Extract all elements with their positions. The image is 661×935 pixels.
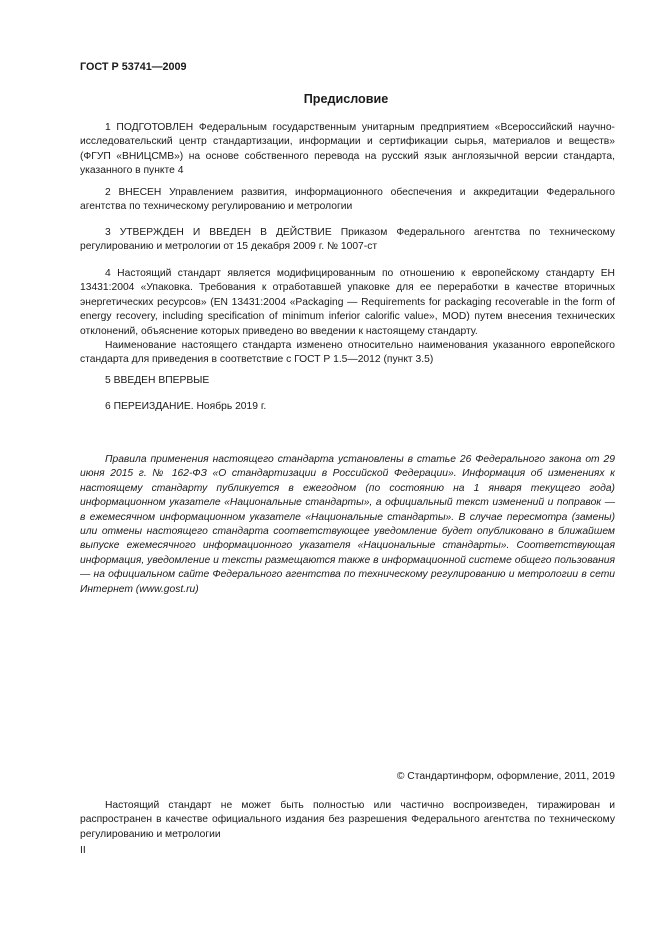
paragraph-4-title-change: Наименование настоящего стандарта изменено относительно наименования указанного европейского стандарта для приведения в соответствие с ГОСТ Р 1.5—2012 (пункт 3.5): [80, 340, 615, 366]
standard-application-notice: Правила применения настоящего стандарта установлены в статье 26 Федерального закона от 29 июня 2015 г. № 162-ФЗ «О стандартизации в Российской Федерации». Информация об изменениях к настоящему стандарту публикуется в ежегодном (по состоянию на 1 января текущего года) информационном указателе «Национальные стандарты», а официальный текст изменений и поправок — в ежемесячном информационном указателе «Национальные стандарты». В случае пересмотра (замены) или отмены настоящего стандарта соответствующее уведомление будет опубликовано в ближайшем выпуске ежемесячного информационного указателя «Национальные стандарты». Соответствующая информация, уведомление и тексты размещаются также в информационной системе общего пользования — на официальном сайте Федерального агентства по техническому регулированию и метрологии в сети Интернет (www.gost.ru): [80, 454, 615, 595]
paragraph-1-prepared: 1 ПОДГОТОВЛЕН Федеральным государственным унитарным предприятием «Всероссийский научно-исследовательский центр стандартизации, информации и сертификации сырья, материалов и веществ» (ФГУП «ВНИЦСМВ») на основе собственного перевода на русский язык англоязычной версии стандарта, указанного в пункте 4: [80, 122, 615, 177]
paragraph-2-submitted: 2 ВНЕСЕН Управлением развития, информационного обеспечения и аккредитации Федерального агентства по техническому регулированию и метрологии: [80, 187, 615, 213]
copyright-line: © Стандартинформ, оформление, 2011, 2019: [396, 771, 615, 782]
reproduction-notice: Настоящий стандарт не может быть полностью или частично воспроизведен, тиражирован и распространен в качестве официального издания без разрешения Федерального агентства по техническому регулированию и метрологии: [80, 800, 615, 840]
page-number: II: [80, 845, 86, 856]
paragraph-4-modification: 4 Настоящий стандарт является модифицированным по отношению к европейскому стандарту ЕН 13431:2004 «Упаковка. Требования к отработавшей упаковке для ее переработки в качестве вторичных энергетических ресурсов» (EN 13431:2004 «Packaging — Requirements for packaging recoverable in the form of energy recovery, including specification of minimum inferior calorific value», MOD) путем внесения технических отклонений, объяснение которых приведено во введении к настоящему стандарту.: [80, 268, 615, 337]
page-title: Предисловие: [303, 92, 389, 106]
paragraph-3-approved: 3 УТВЕРЖДЕН И ВВЕДЕН В ДЕЙСТВИЕ Приказом Федерального агентства по техническому регулированию и метрологии от 15 декабря 2009 г. № 1007-ст: [80, 227, 615, 253]
paragraph-6-reissue: 6 ПЕРЕИЗДАНИЕ. Ноябрь 2019 г.: [105, 401, 267, 412]
document-header: ГОСТ Р 53741—2009: [80, 61, 187, 73]
paragraph-5-introduced: 5 ВВЕДЕН ВПЕРВЫЕ: [105, 375, 210, 386]
